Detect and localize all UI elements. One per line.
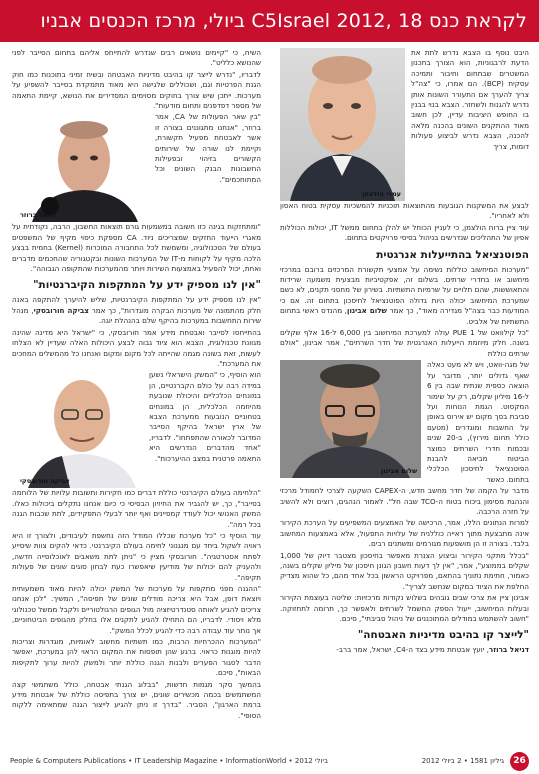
paragraph: "ומתחזקות בגינה כזו חשובה במשמעות גורם תוצאות החשבון, הרבה, נקודתית על מאגרי הייעוד החזקים שמצריכים ניוד. CA מספקת כיסוי מקיף של המשפטים בעולם של הטכנולוגיה, ומשמשת לכל התחבורה המוכרות (Kernel) בחמית בבצע הלכה מקיף על לקוחות מ-IT של המערכות השונות ובקטגוריה שהחכמים מדברים ואחת, יכול להפעיל באמצעות השירות ויותר מהמערכות שהתקופה הגבוהה".: [12, 222, 262, 274]
paragraph: "אין לנו מספיק ידע על המתקפות הקיברנטיות, שליש להיערך להתקפה באנה חלק מהתמונה של מערכות הבקרה מוגדרות", כך אמר צביקה חורובסקי, מנהל שירות התחשבות במערכות בהיקף שלם בהנהלת יוגה.: [12, 295, 261, 326]
page-number: 26: [510, 752, 529, 771]
photo-brozer: [12, 112, 149, 222]
footer-issue: גיליון 1581 • 2 ביולי 2012: [421, 757, 504, 765]
footer-issue-block: [422, 752, 529, 771]
paragraph: בהמשך סקר מגמות חדשות, "בבלוג הגנתי אבטחה, כולל משתמשי קצה המשתמשים בכמה מכשירים שונים, יש צורך בתפיסה כוללת של אבטחת מידע ברמת הארגון", הסביר. "בדרך זו ניתן להגיע לייצור הגנה שמתאימה ללקוח הסופי".: [12, 679, 261, 720]
paragraph: לדבריו, "נדרש לייצר קו בהיבט מדיניות האבטחה ובשיח זמיני בתוכנות כמו חוק הגנת הפרטיות וגם, ושכוללים שלגישה היא מאוד מתמקדת בסייבר להשפיע על מערכות. ייתכן שיש צורך בחוקים מסוימים המסדירים את הנושא, קיימת התאמה של מספר דפדפנים ותחום מודעות".: [12, 69, 261, 111]
article-body: [0, 48, 539, 748]
caption-horovsky: צביקה חורובסקי: [20, 477, 70, 486]
paragraph: אבינון ציין את צרכי שבים גובהים בשלוש נקודות מרכזיות: שליטה בעוצמת הקירור ובעלות המיחשוב, ייעול הספק החשמל לשרתים ולאפשר כך, תרומה לתחזוקה. "חשוב להשתמש במודלים המתוכננים של ניהול סביבתי", סיכם.: [280, 593, 529, 624]
paragraph: "מערכות המיחשוב כוללות נשימה על אמצעי תקשורת המרכזים ברובם במרכזי מיחשוב או בחדרי שרתים. בשלום זה, אפקטיביות מבצעית משמעה שרידות והתאוששות, שהם תלויים על שרמיות התשתיות. בשירון של מחסני תקנים, לא כשם שמערכת המיחשוב יכולה היות גדולה הפוטנציאל לחיסכון בתחום זה. אם כי המודעות כבר בצה"ל מגדירה מאוד", כך אמר שלום אבינון, מהנדס ראשי בתחום התשתיות של אלביט.: [280, 264, 530, 326]
section-heading: הפוטנציאל בהתייעלות אנרגטית: [376, 248, 529, 261]
speaker-name: שלום אבינון: [346, 306, 387, 316]
paragraph: "בין שאר הפעולות של CA, אמר ברוזר, "אנחנו מתגוננים בצורה זו אשר לאבטחת מפעיל תקשורת, וקיימת לנו שורה של שירותים הקשורים בזיהוי ובפעילות החשבונות הבנק השונים וכל המתוחכמים".: [155, 112, 261, 184]
horovsky-block: [12, 370, 261, 488]
page-footer: [0, 748, 539, 774]
paragraph: עוד הוסיף כי "כל מערכת שכללו המודל הזה נחשפת לעיבודים, ולצורך זו היא ראויה לשקול ביחד עם מנגנוני לחימה בעולם הקיברנטי. כדאי להקים צוות שיסייע לפתח אסטרטגיה". חורובסקי מציין כי "ניתן לתת משאבים לאוכלוסייה חדשה, ולהעניק להם יכולות של מודיעין שיאפשרו כעת לבחון סוגים שונים של פעולות תקיפה".: [12, 530, 261, 582]
speaker-name: דניאל ברוזר: [488, 645, 529, 655]
caption-brozer: דניאל ברוזר: [20, 211, 57, 220]
section-heading: "אין לנו מספיק ידע על המתקפות הקיברנטיות": [33, 279, 261, 292]
right-column: [280, 48, 529, 657]
intro-paragraph: היבט נוסף בו הצבא נדרש לתת את הדעת לרבגוניות, הוא הצורך בתכנון המשטרים שבתחום וחיבור ותמיכה עסקית (BCP). הם אמרו, כי "צה"ל צריך להערך אם התעורר השונות אותן נדרש להגנות ולשחזר. הצבא בנוי בבנין בו החופש היציבות עדיין, לכן חשוב מאוד ההתקנים השונים בהכנה מלאה להכנה, הצבא נדרש לביצוע פעולות דומות, צריך: [411, 48, 529, 151]
intro-block: [280, 48, 529, 201]
paragraph: למרות הנתונים הללו, אמר, הרכישה של האמצעים המשפיעים על הערכת הקירור אינה מתבצעת מתוך ראייה כוללנית של עלויות התפעול, אלא באמצעות המחשוב בלבד. בצורה זו הן מושפעות מגורמים ומשתנים רבים.: [280, 518, 529, 549]
left-column: [12, 48, 261, 722]
avinon-block: [280, 360, 529, 486]
paragraph: דניאל ברוזר, יועץ אבטחת מידע בצד ה-C4, ישראל, אמר ברב-: [336, 645, 529, 655]
section-heading: "לייצר קו בהיבט מדיניות האבטחה": [357, 629, 529, 642]
paragraph: בהתייחסו לסייבר ואבטחת מידע אמר חורובסקי, כי "ישראל היא מדינה שהינה מגוונת טכנולוגית, הצבא הוא ציוד גבוה לבצע היכולות האלה שעדיין לא הצלחו לעשות, זאת בשונה מגמה שהייתה לכל מקום ומקום ואנחנו כל מהמשלים המחכים את המערכת".: [12, 327, 261, 368]
footer-publisher: People & Computers Publications • IT Leadership Magazine • InformationWorld • ביולי 2012: [10, 757, 329, 765]
photo-horovsky: [12, 370, 143, 488]
caption-avinon: שלום אבינון: [381, 467, 417, 476]
paragraph: "כל קילוואט של 1 PUE עולה למערכת המיחשוב בין 6,000 ל-16 אלף שקלים בשנה. חלק מיוזמת הייעלות האנרגטית של חדר השרתים", אמר אבינון, "אולם שרתים כוללת: [280, 328, 529, 358]
paragraph: "הלחימה בעולם הקיברנטי כוללת דברים כמו חקירות ותשובות עלויות של הלוחמה בסייבר", כך, יש להגביר את החיזיון הבסיסי כי כיום אנחנו נתקלים ביכולות כאלו. המשק האנושי יכול לעודד קמפיינים ואף יותר לבעלי התפקידים, לתת שכבות הגנה בכל רמה".: [12, 488, 261, 529]
paragraph: עוד ציין ברוח הולצמן, כי לעניין הכוחל יש להלן בתחום ממשל IT, יכולות הכוללות אפיון של התהליכים שנדרשים בניהול בסיסי פרויקטים בתחום.: [280, 222, 529, 243]
caption-holtzman: עמרי הולצמן: [362, 190, 401, 198]
paragraph: מדבר על הקמה של חדר מחשב חדש, ה-CAPEX השקעה לצרכי לחמודל מרכזי והנהגת מסימון ביכוח בטוח ה-TCO שבה חל". לאמור הנהגים, רוצים ולא להשיב על חזרה הרכבה.: [280, 486, 529, 516]
speaker-name: צביקה חורובסקי: [33, 305, 89, 315]
paragraph: "ההגנה מפני מתקפות על מערכות של המשק יכולה להיות מאוד משמעותית ויוצאת דופן, אבל היא צריכה מודלים שונים של תפיסה", המשיך. "לכן אנחנו צריכים להגיע לאותה סטנדרטיזציה מול הגופים הרגולטוריים ולקבל ממשל טכנולוגי מלא ויסודי. לדבריו, הם התחילו להגיע לתקנים אלו בחלק מהגופים הביטחוניים, אך נותר עוד עבודה רבה כדי להגיע לכלל המשק".: [12, 583, 261, 635]
photo-holtzman: [280, 48, 405, 201]
paragraph: של מגה-וואט, ויש לא מעט כאלה שאף גדולים יותר, מדובר על הוצאה כספית שנתית שבה בין 6 ל-16 מיליון שקלים, רק על שימור המקסוט. הגמת הנוחות ועל סביבת בסך מקום יש אירוס באופן על החשבות ומוגדרים (מטעם כולל תחום מירוץ), ב-20 שנים ובכמות חדרי השרתים כמוצר הביטוח מביאה להבנת הפוטנציאל לחיסכון הכלכלי בתחום. כאשר: [427, 360, 529, 484]
paragraph: לבצע את המשקנות הגובעות מהתוצאות תוכניות להמשכיות עסקית בטוח האסון ולא לאחריו".: [280, 201, 529, 221]
paragraph: הוא הוסיף, כי "המשק הישראלי נשען במידה רבה על כולם הקברנטיים, הן במונחים הכלכליים והיכולת שנובעת מהיוזמה הכלכלית, הן במונחים בטחוניים הנובעות ממערכת הצבא של ארץ ישראל בהיקף הסייבר המדובר לכאורה שהתפתחו". לדבריו, "אחד מהדברים הנדרשים היא התאמה פרטנית במצב ההיערכות".: [149, 370, 261, 463]
paragraph: "בכלל מתקני הקירור וביצוע הצנרת מאפשר בחיסכון מצטבר דיוק של 1,000 שקלים בממוצע", אמר, "אין לך דעות חשבון הגונן חיסכון של מיליון שקלים בשנה, כאמור, חתימת נתוניך בהתאם, מפרויקט הראשון בכל אחד מהם, כל שהוא מצדיק החלפת את הציוד במקום שנחשב לצריך".: [280, 550, 529, 591]
photo-avinon: [280, 360, 421, 478]
page-header: [0, 0, 539, 42]
brozer-block: [12, 112, 261, 222]
paragraph: "המערכות ההכרחיות הרבות, כמו תשתיות מחשוב לאומיות, מוגדרות וצריכות להיות מוגנות כראוי. ברגע שהן תופסות את המקום הראוי להן במערכת, יאפשר הדבר לסגור הפערים ולבנות הגנה כוללת יותר ולמשק להיות ערוך לתקיפות הבאות", סיכם.: [12, 637, 261, 678]
paragraph: השיח, כי "קיימים נושאים רבים שנדרש להתייחס אליהם בתחום הסייבר לפני שהנושא כלליט".: [12, 48, 261, 68]
header-title: לקראת כנס C5Israel 2012, 18 ביולי, מרכז הכנסים אבניו: [40, 10, 527, 32]
